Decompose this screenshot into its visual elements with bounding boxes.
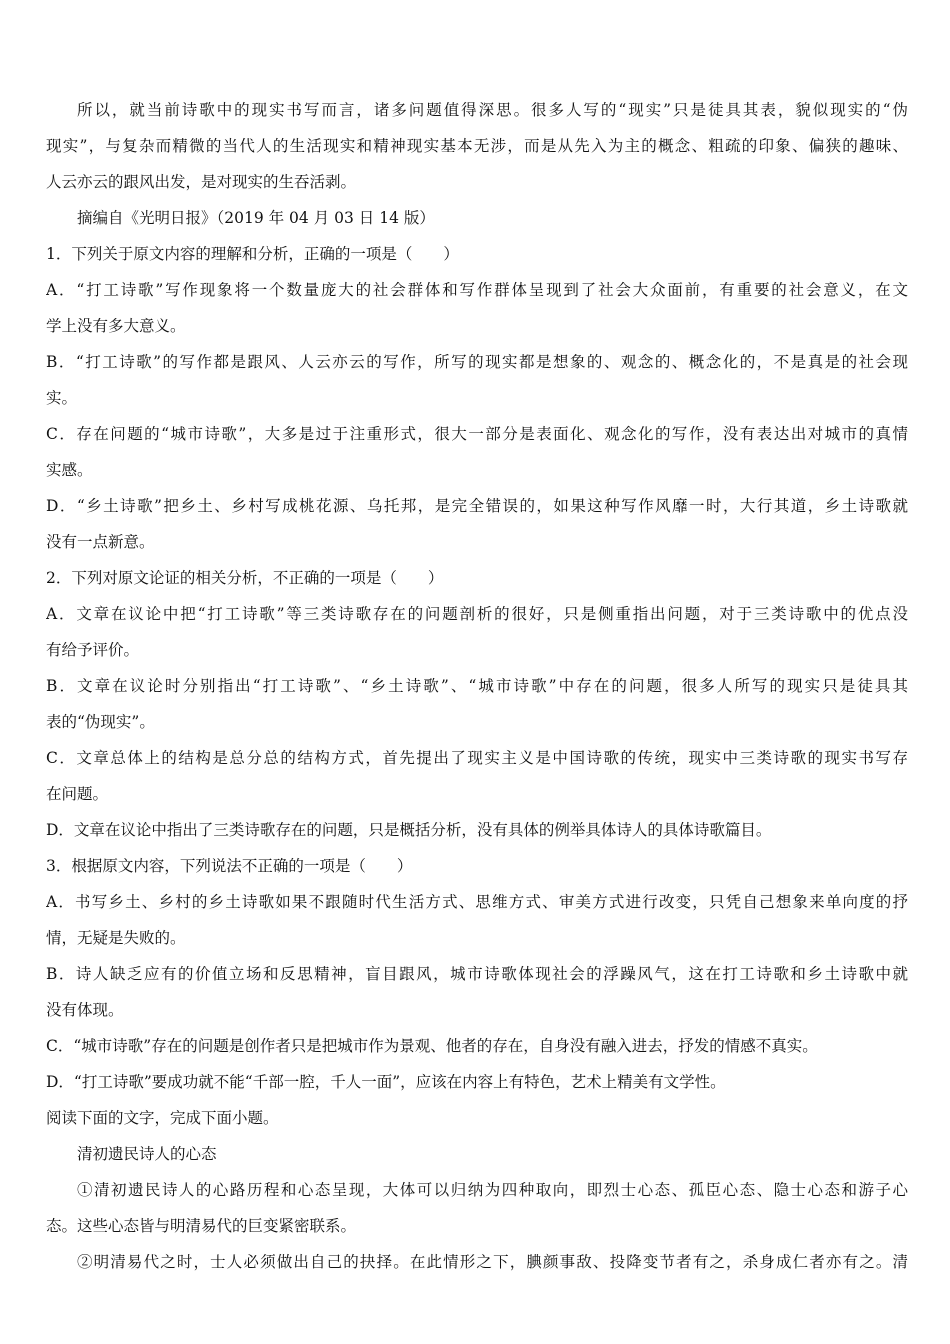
question-1-option-a: 学上没有多大意义。	[46, 317, 186, 335]
article-paragraph-1: 态。这些心态皆与明清易代的巨变紧密联系。	[46, 1217, 357, 1235]
question-3-option-a: A．书写乡土、乡村的乡土诗歌如果不跟随时代生活方式、思维方式、审美方式进行改变，只凭自己想象来单向度的抒	[46, 893, 908, 911]
question-1-option-a: A．“打工诗歌”写作现象将一个数量庞大的社会群体和写作群体呈现到了社会大众面前，有重要的社会意义，在文	[46, 281, 908, 299]
article-title: 清初遗民诗人的心态	[77, 1145, 217, 1163]
question-2-option-b: B．文章在议论时分别指出“打工诗歌”、“乡土诗歌”、“城市诗歌”中存在的问题，很多人所写的现实只是徒具其	[46, 677, 908, 695]
question-1-stem: 1．下列关于原文内容的理解和分析，正确的一项是（ ）	[46, 245, 459, 263]
question-3-option-c: C．“城市诗歌”存在的问题是创作者只是把城市作为景观、他者的存在，自身没有融入进去，抒发的情感不真实。	[46, 1037, 818, 1055]
question-3-option-d: D．“打工诗歌”要成功就不能“千部一腔，千人一面”，应该在内容上有特色，艺术上精美有文学性。	[46, 1073, 726, 1091]
paragraph-line: 人云亦云的跟风出发，是对现实的生吞活剥。	[46, 173, 357, 191]
question-2-option-c: C．文章总体上的结构是总分总的结构方式，首先提出了现实主义是中国诗歌的传统，现实中三类诗歌的现实书写存	[46, 749, 908, 767]
question-1-option-b: 实。	[46, 389, 78, 407]
question-3-option-b: 没有体现。	[46, 1001, 124, 1019]
question-2-option-a: 有给予评价。	[46, 641, 140, 659]
article-paragraph-1: ①清初遗民诗人的心路历程和心态呈现，大体可以归纳为四种取向，即烈士心态、孤臣心态、隐士心态和游子心	[77, 1181, 908, 1199]
question-1-option-c: C．存在问题的“城市诗歌”，大多是过于注重形式，很大一部分是表面化、观念化的写作，没有表达出对城市的真情	[46, 425, 908, 443]
question-2-option-d: D．文章在议论中指出了三类诗歌存在的问题，只是概括分析，没有具体的例举具体诗人的具体诗歌篇目。	[46, 821, 772, 839]
question-2-option-b: 表的“伪现实”。	[46, 713, 155, 731]
question-3-option-a: 情，无疑是失败的。	[46, 929, 186, 947]
question-1-option-c: 实感。	[46, 461, 93, 479]
reading-instruction: 阅读下面的文字，完成下面小题。	[46, 1109, 279, 1127]
question-1-option-d: 没有一点新意。	[46, 533, 155, 551]
question-1-option-b: B．“打工诗歌”的写作都是跟风、人云亦云的写作，所写的现实都是想象的、观念的、概念化的，不是真是的社会现	[46, 353, 908, 371]
question-3-option-b: B．诗人缺乏应有的价值立场和反思精神，盲目跟风，城市诗歌体现社会的浮躁风气，这在打工诗歌和乡土诗歌中就	[46, 965, 908, 983]
article-paragraph-2: ②明清易代之时，士人必须做出自己的抉择。在此情形之下，腆颜事敌、投降变节者有之，杀身成仁者亦有之。清	[77, 1253, 908, 1271]
question-3-stem: 3．根据原文内容，下列说法不正确的一项是（ ）	[46, 857, 413, 875]
paragraph-line: 所以，就当前诗歌中的现实书写而言，诸多问题值得深思。很多人写的“现实”只是徒具其表，貌似现实的“伪	[77, 101, 908, 119]
paragraph-line: 现实”，与复杂而精微的当代人的生活现实和精神现实基本无涉，而是从先入为主的概念、粗疏的印象、偏狭的趣味、	[46, 137, 908, 155]
question-2-option-c: 在问题。	[46, 785, 109, 803]
question-2-stem: 2．下列对原文论证的相关分析，不正确的一项是（ ）	[46, 569, 444, 587]
source-citation: 摘编自《光明日报》（2019 年 04 月 03 日 14 版）	[77, 209, 435, 227]
question-1-option-d: D．“乡土诗歌”把乡土、乡村写成桃花源、乌托邦，是完全错误的，如果这种写作风靡一时，大行其道，乡土诗歌就	[46, 497, 908, 515]
question-2-option-a: A．文章在议论中把“打工诗歌”等三类诗歌存在的问题剖析的很好，只是侧重指出问题，对于三类诗歌中的优点没	[46, 605, 908, 623]
document-page	[46, 92, 908, 1280]
